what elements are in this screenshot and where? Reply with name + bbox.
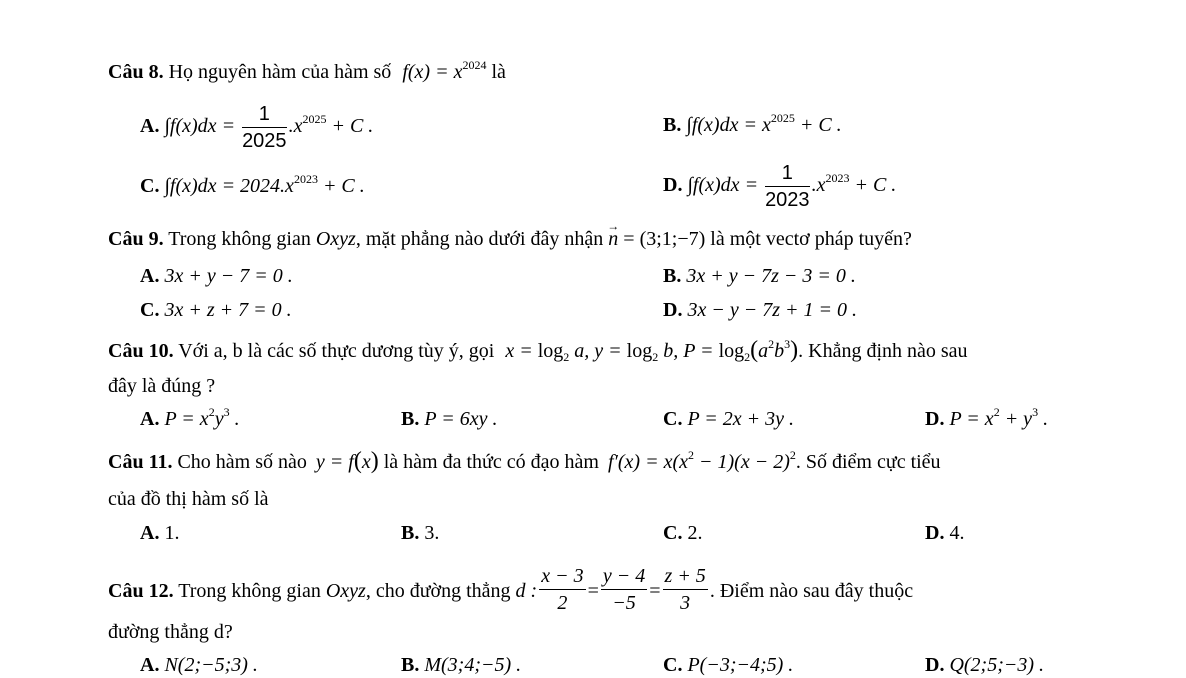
option-label: D. bbox=[925, 522, 945, 544]
q12-stem bbox=[108, 566, 913, 613]
math-expression: Oxyz bbox=[315, 228, 356, 250]
q12-stem-line2: đường thẳng d? bbox=[108, 621, 233, 643]
question-text: , mặt phẳng nào dưới đây nhận bbox=[355, 228, 604, 250]
q11-option-b[interactable] bbox=[401, 520, 439, 546]
math-expression: 3x + z + 7 = 0 . bbox=[164, 299, 292, 321]
option-text: 2. bbox=[687, 522, 703, 544]
q10-stem-line2: đây là đúng ? bbox=[108, 375, 216, 397]
q10-stem bbox=[108, 337, 968, 364]
q11-option-d[interactable] bbox=[925, 520, 964, 546]
math-expression: $\int f(x)dx = x^{2025} + C$ . bbox=[686, 111, 842, 136]
question-text: , cho đường thẳng bbox=[365, 580, 511, 602]
math-expression: d : $\frac{x - 3}{2}$ = $\frac{y - 4}{-5}$ = $\frac{z + 5}{3}$ bbox=[515, 565, 706, 614]
fraction: $\frac{1}{2025}$ bbox=[242, 103, 287, 152]
option-label: B. bbox=[663, 265, 682, 287]
math-expression: → n = (3;1;−7) bbox=[608, 228, 705, 250]
question-text: Với a, b là các số thực dương tùy ý, gọi bbox=[178, 340, 495, 362]
q12-option-d[interactable] bbox=[925, 652, 1044, 678]
math-expression: $\int f(x)dx = 2024.x^{2023} + C$ . bbox=[164, 172, 365, 197]
fraction: $\frac{1}{2023}$ bbox=[765, 162, 810, 211]
option-text: 4. bbox=[949, 522, 965, 544]
option-label: C. bbox=[140, 299, 160, 321]
question-label: Câu 11. bbox=[108, 451, 173, 473]
math-expression: P(−3;−4;5) . bbox=[687, 654, 794, 676]
option-label: A. bbox=[140, 115, 160, 138]
option-label: B. bbox=[401, 654, 420, 676]
question-text: Họ nguyên hàm của hàm số bbox=[168, 61, 392, 83]
q9-option-b[interactable] bbox=[663, 263, 856, 289]
math-expression: ∫f(x)dx = $\frac{1}{2023}$ $.x^{2023} + C$ . bbox=[687, 162, 897, 211]
q8-stem bbox=[108, 59, 506, 85]
math-expression: $x = \log_2 a$, $y = \log_2 b$, $P = \log_2(a^2b^3)$ bbox=[505, 337, 799, 364]
option-label: D. bbox=[663, 299, 683, 321]
question-text: . Số điểm cực tiểu bbox=[795, 451, 941, 473]
math-expression: 3x + y − 7z − 3 = 0 . bbox=[686, 265, 856, 287]
question-text: là một vectơ pháp tuyến? bbox=[710, 228, 912, 250]
question-text: Cho hàm số nào bbox=[177, 451, 307, 473]
q8-option-c[interactable] bbox=[140, 173, 365, 199]
option-label: D. bbox=[663, 174, 683, 197]
math-expression: 3x − y − 7z + 1 = 0 . bbox=[687, 299, 857, 321]
option-label: B. bbox=[401, 522, 420, 544]
question-text: là hàm đa thức có đạo hàm bbox=[383, 451, 599, 473]
question-text: Trong không gian bbox=[168, 228, 311, 250]
math-expression: y = f(x) bbox=[315, 448, 379, 474]
q10-option-a[interactable] bbox=[140, 406, 240, 432]
option-label: A. bbox=[140, 654, 160, 676]
question-text: Trong không gian bbox=[178, 580, 321, 602]
math-expression: M(3;4;−5) . bbox=[424, 654, 522, 676]
question-text: là bbox=[491, 61, 506, 83]
q8-option-a[interactable] bbox=[140, 104, 373, 151]
option-label: C. bbox=[663, 408, 683, 430]
q11-option-c[interactable] bbox=[663, 520, 702, 546]
math-expression: Q(2;5;−3) . bbox=[949, 654, 1045, 676]
q12-option-a[interactable] bbox=[140, 652, 258, 678]
fraction: $\frac{x - 3}{2}$ bbox=[541, 565, 584, 614]
q10-option-c[interactable] bbox=[663, 406, 794, 432]
q9-stem bbox=[108, 226, 912, 252]
question-label: Câu 8. bbox=[108, 61, 164, 83]
option-text: 3. bbox=[424, 522, 440, 544]
option-label: B. bbox=[401, 408, 420, 430]
normal-vector: → n bbox=[608, 226, 618, 252]
math-expression: Oxyz bbox=[325, 580, 366, 602]
math-expression: $f'(x) = x(x^2 - 1)(x - 2)^2$ bbox=[607, 448, 796, 473]
fraction: $\frac{z + 5}{3}$ bbox=[664, 565, 706, 614]
q9-option-a[interactable] bbox=[140, 263, 293, 289]
q12-option-b[interactable] bbox=[401, 652, 521, 678]
q12-option-c[interactable] bbox=[663, 652, 793, 678]
q11-stem-line2: của đồ thị hàm số là bbox=[108, 488, 269, 510]
math-expression: 3x + y − 7 = 0 . bbox=[164, 265, 293, 287]
math-expression: N(2;−5;3) . bbox=[164, 654, 258, 676]
q10-option-d[interactable] bbox=[925, 406, 1048, 432]
math-expression: P = 6xy . bbox=[424, 408, 498, 430]
q8-option-b[interactable] bbox=[663, 112, 842, 138]
question-text: . Điểm nào sau đây thuộc bbox=[709, 580, 914, 602]
question-label: Câu 10. bbox=[108, 340, 174, 362]
q11-option-a[interactable] bbox=[140, 520, 179, 546]
option-label: B. bbox=[663, 114, 682, 136]
q9-option-d[interactable] bbox=[663, 297, 857, 323]
math-expression: $P = x^2y^3$ . bbox=[164, 405, 240, 430]
q9-option-c[interactable] bbox=[140, 297, 292, 323]
option-label: C. bbox=[140, 175, 160, 197]
option-label: A. bbox=[140, 522, 160, 544]
option-label: C. bbox=[663, 654, 683, 676]
q8-option-d[interactable] bbox=[663, 163, 896, 210]
math-expression: P = 2x + 3y . bbox=[687, 408, 795, 430]
option-text: 1. bbox=[164, 522, 180, 544]
math-expression: $P = x^2 + y^3$ . bbox=[949, 405, 1049, 430]
q10-option-b[interactable] bbox=[401, 406, 497, 432]
q11-stem bbox=[108, 448, 941, 475]
math-expression: ∫f(x)dx = $\frac{1}{2025}$ $.x^{2025} + C$ . bbox=[164, 103, 374, 152]
question-label: Câu 12. bbox=[108, 580, 174, 602]
option-label: C. bbox=[663, 522, 683, 544]
option-label: A. bbox=[140, 265, 160, 287]
option-label: A. bbox=[140, 408, 160, 430]
fraction: $\frac{y - 4}{-5}$ bbox=[602, 565, 646, 614]
option-label: D. bbox=[925, 408, 945, 430]
math-expression: $f(x) = x^{2024}$ bbox=[402, 58, 487, 83]
option-label: D. bbox=[925, 654, 945, 676]
question-text: . Khẳng định nào sau bbox=[798, 340, 968, 362]
question-label: Câu 9. bbox=[108, 228, 164, 250]
